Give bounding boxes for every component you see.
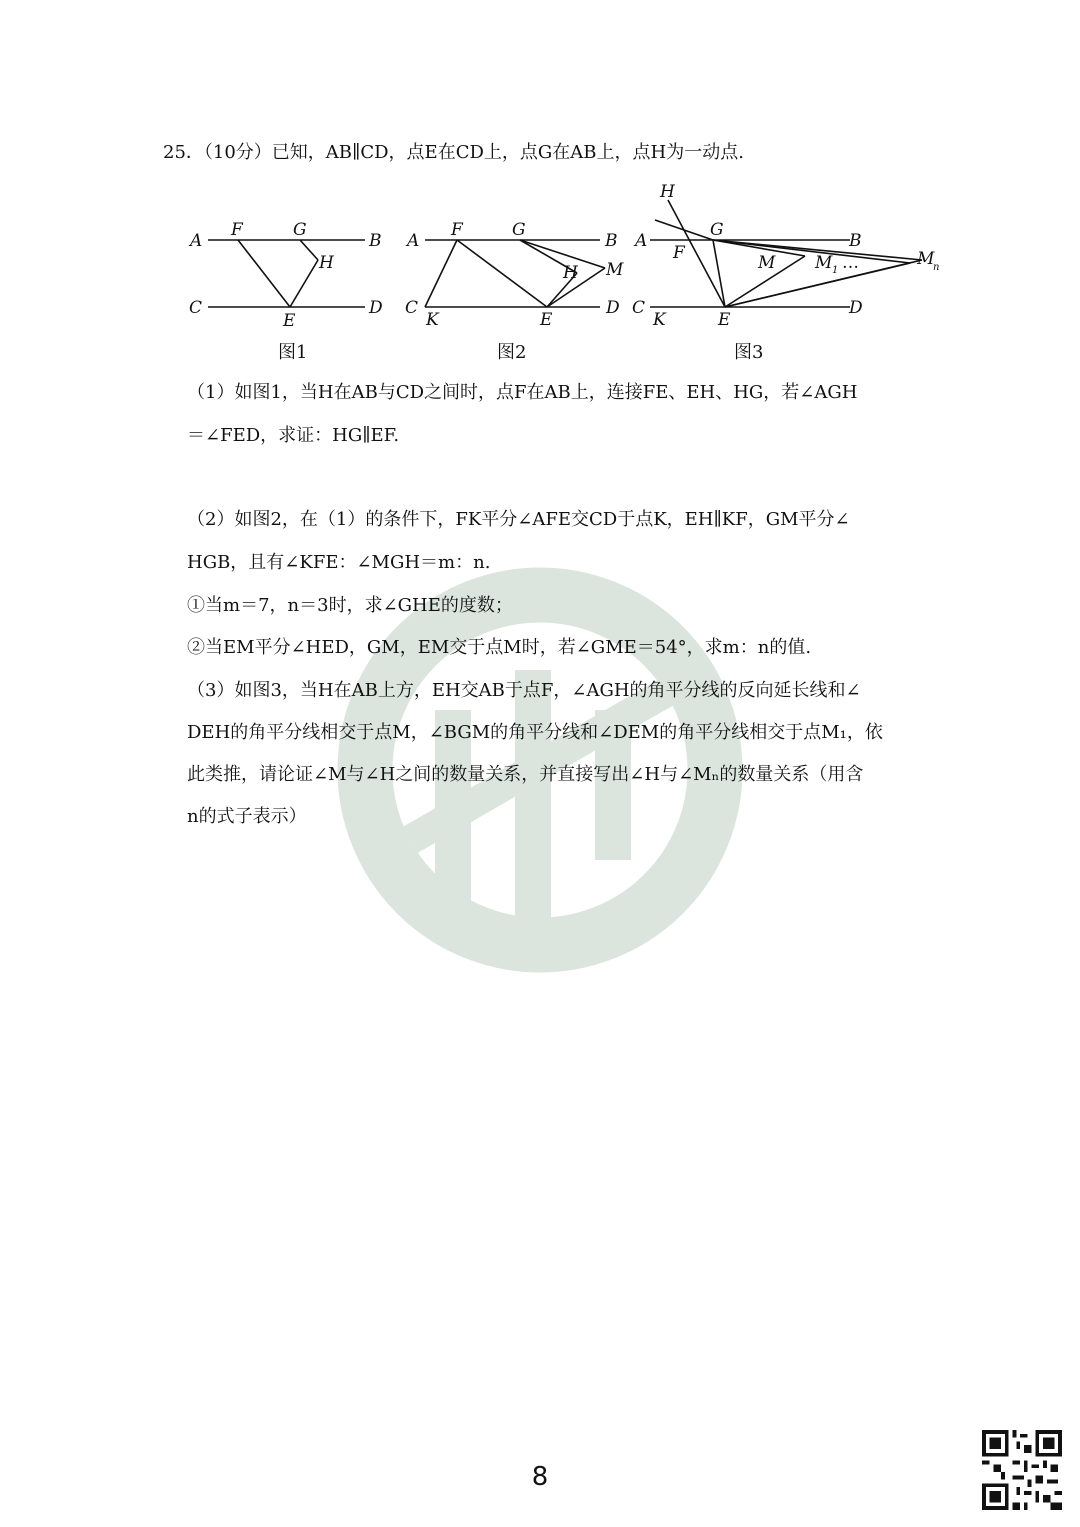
fig3-label-C: C <box>632 298 646 318</box>
part2-line1: （2）如图2，在（1）的条件下，FK平分∠AFE交CD于点K，EH∥KF，GM平分∠ <box>187 509 850 530</box>
fig2-label-K: K <box>426 310 439 330</box>
page-number: 8 <box>531 1462 549 1492</box>
fig1-label-H: H <box>319 253 334 273</box>
figures <box>180 178 960 368</box>
part1-line2: ＝∠FED，求证：HG∥EF. <box>187 425 400 446</box>
fig1-label-D: D <box>369 298 383 318</box>
fig1-caption: 图1 <box>278 342 308 363</box>
fig3-label-G: G <box>710 220 724 240</box>
fig3-label-M1: M <box>815 253 833 273</box>
part3-line2: DEH的角平分线相交于点M，∠BGM的角平分线和∠DEM的角平分线相交于点M₁，依 <box>187 722 883 743</box>
part3-line3: 此类推，请论证∠M与∠H之间的数量关系，并直接写出∠H与∠Mₙ的数量关系（用含 <box>187 764 864 785</box>
fig3-label-dots: … <box>842 253 859 273</box>
fig3-label-D: D <box>849 298 863 318</box>
fig1-label-F: F <box>231 220 243 240</box>
fig2-label-M: M <box>606 260 624 280</box>
fig3-label-Mn: M <box>917 249 935 269</box>
fig2-label-B: B <box>605 231 618 251</box>
fig3-label-E: E <box>718 310 731 330</box>
fig1-label-B: B <box>369 231 382 251</box>
qr-code <box>982 1430 1062 1510</box>
fig2-label-A: A <box>407 231 420 251</box>
part2-sub2: ②当EM平分∠HED，GM，EM交于点M时，若∠GME＝54°，求m：n的值. <box>187 637 812 658</box>
fig2-label-F: F <box>451 220 463 240</box>
fig1-label-G: G <box>293 220 307 240</box>
fig3-label-M: M <box>758 253 776 273</box>
fig3-label-A: A <box>635 231 648 251</box>
part3-line4: n的式子表示） <box>187 806 307 827</box>
part1-line1: （1）如图1，当H在AB与CD之间时，点F在AB上，连接FE、EH、HG，若∠AGH <box>187 382 858 403</box>
fig3-label-Mn-sub: n <box>933 262 940 273</box>
fig3-label-B: B <box>849 231 862 251</box>
fig1-label-E: E <box>283 311 296 331</box>
fig3-label-M1-sub: 1 <box>832 265 839 276</box>
fig3-label-F: F <box>673 243 685 263</box>
part2-line2: HGB，且有∠KFE：∠MGH＝m：n. <box>187 552 491 573</box>
fig1-label-C: C <box>189 298 203 318</box>
part2-sub1: ①当m＝7，n＝3时，求∠GHE的度数； <box>187 595 513 616</box>
question-header: 25．（10分）已知，AB∥CD，点E在CD上，点G在AB上，点H为一动点. <box>163 142 744 163</box>
fig3-caption: 图3 <box>734 342 764 363</box>
fig2-label-C: C <box>405 298 419 318</box>
fig3-label-H: H <box>660 182 675 202</box>
fig2-label-D: D <box>606 298 620 318</box>
fig2-label-E: E <box>540 310 553 330</box>
fig2-label-G: G <box>512 220 526 240</box>
part3-line1: （3）如图3，当H在AB上方，EH交AB于点F，∠AGH的角平分线的反向延长线和∠ <box>187 680 861 701</box>
fig2-label-H: H <box>563 263 578 283</box>
fig2-caption: 图2 <box>497 342 527 363</box>
fig1-label-A: A <box>190 231 203 251</box>
fig3-label-K: K <box>653 310 666 330</box>
